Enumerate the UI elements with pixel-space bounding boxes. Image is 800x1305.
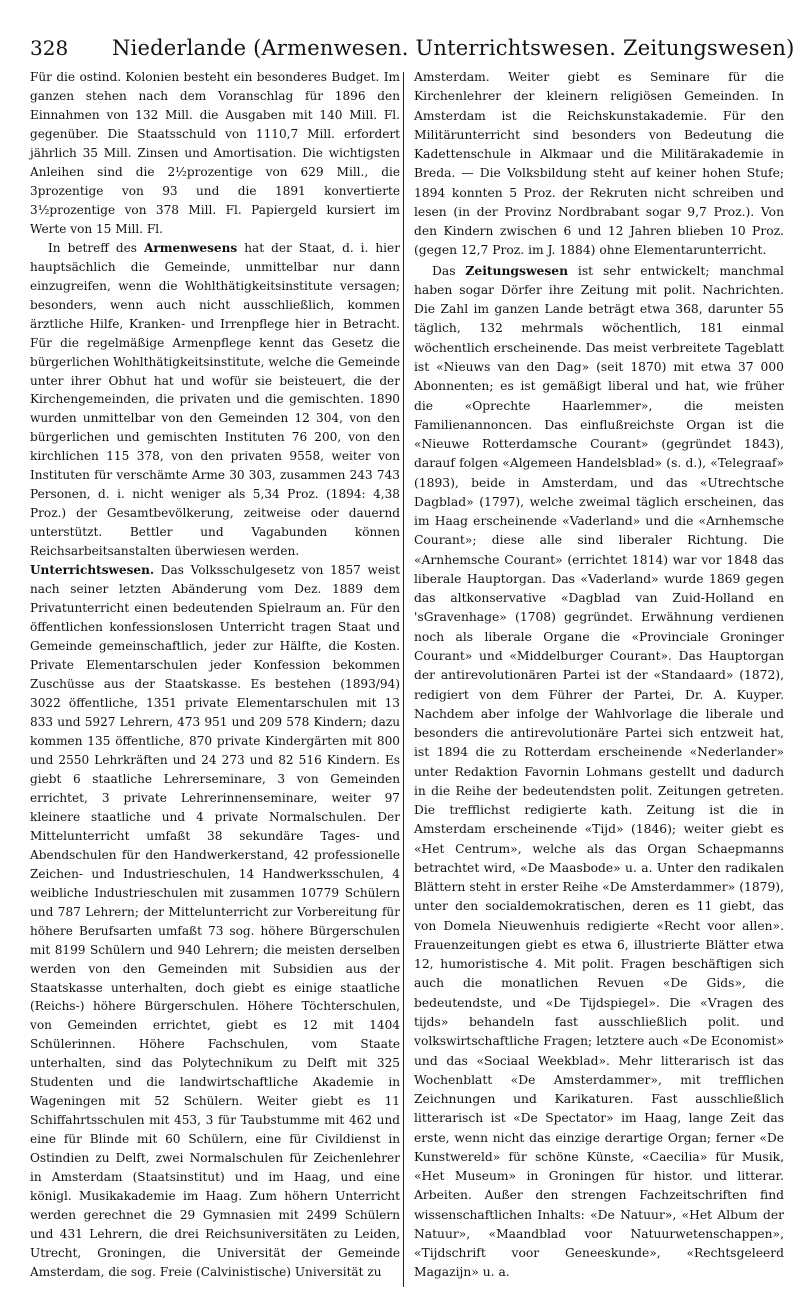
paragraph-body: Das Volksschulgesetz von 1857 weist nach seiner letzten Abänderung vom Dez. 1889 dem Privatunterricht einen bedeutenden Spielraum an. Für den öffentlichen konfessionslosen Unterricht tragen Staat und Gemeinde gemeinschaftlich, jeder zur Hälfte, die Kosten. Private Elementarschulen jeder Konfession bekommen Zuschüsse aus der Staatskasse. Es bestehen (1893/94) 3022 öffentliche, 1351 private Elementarschulen mit 13 833 und 5927 Lehrern, 473 951 und 209 578 Kindern; dazu kommen 135 öffentliche, 870 private Kindergärten mit 800 und 2550 Lehrkräften und 24 273 und 82 516 Kindern. Es giebt 6 staatliche Lehrerseminare, 3 von Gemeinden errichtet, 3 private Lehrerinnenseminare, weiter 97 kleinere staatliche und 4 private Normalschulen. Der Mittelunterricht umfaßt 38 sekundäre Tages- und Abendschulen für den Handwerkerstand, 42 professionelle Zeichen- und Industrieschulen, 14 Handwerksschulen, 4 weibliche Industrieschulen mit zusammen 10779 Schülern und 787 Lehrern; der Mittelunterricht zur Vorbereitung für höhere Berufsarten umfaßt 73 sog. höhere Bürgerschulen mit 8199 Schülern und 940 Lehrern; die meisten derselben werden von den Gemeinden mit Subsidien aus der Staatskasse unterhalten, doch giebt es einige staatliche (Reichs-) höhere Bürgerschulen. Höhere Töchterschulen, von Gemeinden errichtet, giebt es 12 mit 1404 Schülerinnen. Höhere Fachschulen, vom Staate unterhalten, sind das Polytechnikum zu Delft mit 325 Studenten und die landwirtschaftliche Akademie in Wageningen mit 52 Schülern. Weiter giebt es 11 Schiffahrtsschulen mit 453, 3 für Taubstumme mit 462 und eine für Blinde mit 60 Schülern, eine für Civildienst in Ostindien zu Delft, zwei Normalschulen für Zeichenlehrer in Amsterdam (Staatsinstitut) und im Haag, und eine königl. Musikakademie im Haag. Zum höhern Unterricht werden gerechnet die 29 Gymnasien mit 2499 Schülern und 431 Lehrern, die drei Reichsuniversitäten zu Leiden, Utrecht, Groningen, die Universität der Gemeinde Amsterdam, die sog. Freie (Calvinistische) Universität zu [30,563,400,1280]
paragraph-unterrichtswesen [30,561,400,1282]
paragraph-lead: Das [432,263,466,278]
left-column [30,68,400,1282]
paragraph-budget: Für die ostind. Kolonien besteht ein besonderes Budget. Im ganzen stehen nach dem Voranschlag für 1896 den Einnahmen von 132 Mill. die Ausgaben mit 140 Mill. Fl. gegenüber. Die Staatsschuld von 1110,7 Mill. erfordert jährlich 35 Mill. Zinsen und Amortisation. Die wichtigsten Anleihen sind die 2½prozentige von 629 Mill., die 3prozentige von 93 und die 1891 konvertierte 3½prozentige von 378 Mill. Fl. Papiergeld kursiert im Werte von 15 Mill. Fl. [30,70,400,236]
paragraph-armenwesen [30,239,400,561]
keyword-zeitungswesen: Zeitungswesen [465,262,569,278]
keyword-armenwesen: Armenwesens [143,240,238,255]
page-header [30,32,795,64]
paragraph-unterricht-continued: Amsterdam. Weiter giebt es Seminare für die Kirchenlehrer der kleinern religiösen Gemeinden. In Amsterdam ist die Reichskunstakademie. Für den Militärunterricht sind besonders von Bedeutung die Kadettenschule in Alkmaar und die Militärakademie in Breda. — Die Volksbildung steht auf keiner hohen Stufe; 1894 konnten 5 Proz. der Rekruten nicht schreiben und lesen (in der Provinz Nordbrabant sogar 9,7 Proz.). Von den Kindern zwischen 6 und 12 Jahren blieben 10 Proz. (gegen 12,7 Proz. im J. 1884) ohne Elementarunterricht. [414,70,784,258]
paragraph-zeitungswesen [414,261,784,1283]
running-title: Niederlande (Armenwesen. Unterrichtswesen. Zeitungswesen) [112,36,795,60]
paragraph-body: hat der Staat, d. i. hier hauptsächlich die Gemeinde, unmittelbar nur dann einzugreifen, wenn die Wohlthätigkeitsinstitute versagen; besonders, wenn auch nicht ausschließlich, kommen ärztliche Hilfe, Kranken- und Irrenpflege hier in Betracht. Für die regelmäßige Armenpflege kennt das Gesetz die bürgerlichen Wohlthätigkeitsinstitute, welche die Gemeinde unter ihrer Obhut hat und wofür sie beisteuert, die der Kirchengemeinden, die privaten und die gemischten. 1890 wurden unmittelbar von den Gemeinden 12 304, von den bürgerlichen und gemischten Instituten 76 200, von den kirchlichen 115 378, von den privaten 9558, weiter von Instituten für verschämte Arme 30 303, zusammen 243 743 Personen, d. i. nicht weniger als 5,34 Proz. (1894: 4,38 Proz.) der Gesamtbevölkerung, zeitweise oder dauernd unterstützt. Bettler und Vagabunden können Reichsarbeitsanstalten überwiesen werden. [30,240,400,559]
paragraph-body: ist sehr entwickelt; manchmal haben sogar Dörfer ihre Zeitung mit polit. Nachrichten. Die Zahl im ganzen Lande beträgt etwa 368, darunter 55 täglich, 132 mehrmals wöchentlich, 181 einmal wöchentlich erscheinende. Das meist verbreitete Tageblatt ist «Nieuws van den Dag» (seit 1870) mit etwa 37 000 Abonnenten; es ist gemäßigt liberal und hat, wie früher die «Oprechte Haarlemmer», die meisten Familienannoncen. Das einflußreichste Organ ist die «Nieuwe Rotterdamsche Courant» (gegründet 1843), darauf folgen «Algemeen Handelsblad» (s. d.), «Telegraaf» (1893), beide in Amsterdam, und das «Utrechtsche Dagblad» (1797), welche zweimal täglich erscheinen, das im Haag erscheinende «Vaderland» und die «Arnhemsche Courant»; diese alle sind liberaler Richtung. Die «Arnhemsche Courant» (errichtet 1814) war vor 1848 das liberale Hauptorgan. Das «Vaderland» wurde 1869 gegen das altkonservative «Dagblad van Zuid-Holland en 'sGravenhage» (1708) gegründet. Erwähnung verdienen noch als liberale Organe die «Provinciale Groninger Courant» und «Middelburger Courant». Das Hauptorgan der antirevolutionären Partei ist der «Standaard» (1872), redigiert von dem Führer der Partei, Dr. A. Kuyper. Nachdem aber infolge der Wahlvorlage die liberale und besonders die antirevolutionäre Partei sich entzweit hat, ist 1894 die zu Rotterdam erscheinende «Nederlander» unter Redaktion Favornin Lohmans gestellt und dadurch in die Reihe der bedeutendsten polit. Zeitungen getreten. Die trefflichst redigierte kath. Zeitung ist die in Amsterdam erscheinende «Tijd» (1846); weiter giebt es «Het Centrum», welche als das Organ Schaepmanns betrachtet wird, «De Maasbode» u. a. Unter den radikalen Blättern steht in erster Reihe «De Amsterdammer» (1879), unter den socialdemokratischen, deren es 11 giebt, das von Domela Nieuwenhuis redigierte «Recht voor allen». Frauenzeitungen giebt es etwa 6, illustrierte Blätter etwa 12, humoristische 4. Mit polit. Fragen beschäftigen sich auch die monatlichen Revuen «De Gids», die bedeutendste, und «De Tijdspiegel». Die «Vragen des tijds» behandeln fast ausschließlich polit. und volkswirtschaftliche Fragen; letztere auch «De Economist» und das «Sociaal Weekblad». Mehr litterarisch ist das Wochenblatt «De Amsterdammer», mit trefflichen Zeichnungen und Karikaturen. Fast ausschließlich litterarisch ist «De Spectator» im Haag, lange Zeit das erste, wenn nicht das einzige derartige Organ; ferner «De Kunstwereld» für schöne Künste, «Caecilia» für Musik, «Het Museum» in Groningen für histor. und litterar. Arbeiten. Außer den strengen Fachzeitschriften find wissenschaftlichen Inhalts: «De Natuur», «Het Album der Natuur», «Maandblad voor Natuurwetenschappen», «Tijdschrift voor Geneeskunde», «Rechtsgeleerd Magazijn» u. a. [414,263,784,1280]
page-number: 328 [30,36,69,60]
column-divider [403,72,404,1287]
right-column [414,68,784,1283]
paragraph-lead: In betreff des [48,240,144,255]
keyword-unterrichtswesen: Unterrichtswesen. [30,563,155,578]
